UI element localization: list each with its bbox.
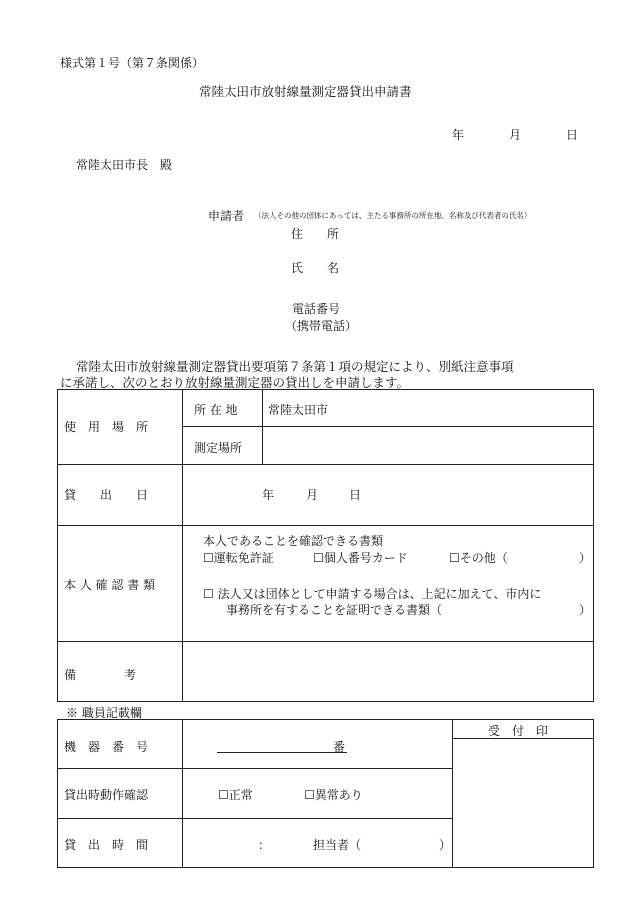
phone-label: 電話番号: [292, 302, 341, 316]
lending-date-month: 月: [306, 488, 319, 502]
id-option-mynumber-card[interactable]: ☐個人番号カード: [313, 551, 408, 565]
usage-place-label: 使 用 場 所: [64, 420, 149, 434]
corporate-document-close: ）: [579, 603, 592, 617]
remarks-field[interactable]: [184, 643, 592, 700]
lending-date-field[interactable]: [184, 466, 592, 523]
lending-date-year: 年: [262, 488, 275, 502]
id-option-other-close: ）: [579, 551, 592, 565]
staff-section-heading: ※ 職員記載欄: [66, 706, 142, 720]
corporate-document-option[interactable]: ☐ 法人又は団体として申請する場合は、上記に加えて、市内に: [203, 587, 542, 601]
staff-in-charge-close: ）: [439, 838, 452, 852]
name-label: 氏 名: [291, 261, 340, 275]
measurement-place-field[interactable]: [264, 428, 592, 462]
address-label: 住 所: [291, 227, 340, 241]
device-number-suffix: 番: [333, 740, 346, 754]
applicant-label: 申請者: [208, 209, 245, 223]
applicant-note: （法人その他の団体にあっては、主たる事務所の所在地、名称及び代表者の氏名）: [254, 211, 532, 220]
body-text-line1: 常陸太田市放射線量測定器貸出要項第７条第１項の規定により、別紙注意事項: [76, 359, 514, 374]
date-year: 年: [452, 128, 465, 142]
lending-date-day: 日: [349, 488, 362, 502]
receipt-stamp-label: 受 付 印: [488, 724, 549, 738]
time-colon: ：: [258, 838, 271, 852]
mobile-label: （携帯電話）: [285, 319, 358, 333]
check-normal[interactable]: ☐正常: [218, 788, 253, 802]
remarks-label: 備 考: [64, 668, 137, 682]
body-text-line2: に承諾し、次のとおり放射線量測定器の貸出しを申請します。: [60, 375, 410, 390]
date-month: 月: [509, 128, 522, 142]
corporate-document-line2: 事務所を有することを証明できる書類（: [226, 603, 443, 617]
lending-date-label: 貸 出 日: [64, 488, 149, 502]
device-number-label: 機 器 番 号: [64, 740, 149, 754]
staff-in-charge: 担当者（: [313, 838, 362, 852]
form-number: 様式第１号（第７条関係）: [60, 56, 205, 70]
page-title: 常陸太田市放射線量測定器貸出申請書: [199, 84, 412, 99]
operation-check-label: 貸出時動作確認: [64, 788, 149, 802]
id-docs-intro: 本人であることを確認できる書類: [203, 534, 384, 548]
id-docs-label: 本 人 確 認 書 類: [64, 578, 156, 592]
location-value: 常陸太田市: [268, 403, 329, 417]
addressee: 常陸太田市長 殿: [76, 158, 173, 172]
check-abnormal[interactable]: ☐異常あり: [304, 788, 363, 802]
measurement-place-label: 測定場所: [194, 441, 243, 455]
location-label: 所 在 地: [194, 403, 238, 417]
id-option-other[interactable]: ☐その他（: [449, 551, 508, 565]
id-option-license[interactable]: ☐運転免許証: [203, 551, 274, 565]
receipt-stamp-area: [454, 740, 592, 866]
lending-time-label: 貸 出 時 間: [64, 838, 149, 852]
date-day: 日: [566, 128, 579, 142]
